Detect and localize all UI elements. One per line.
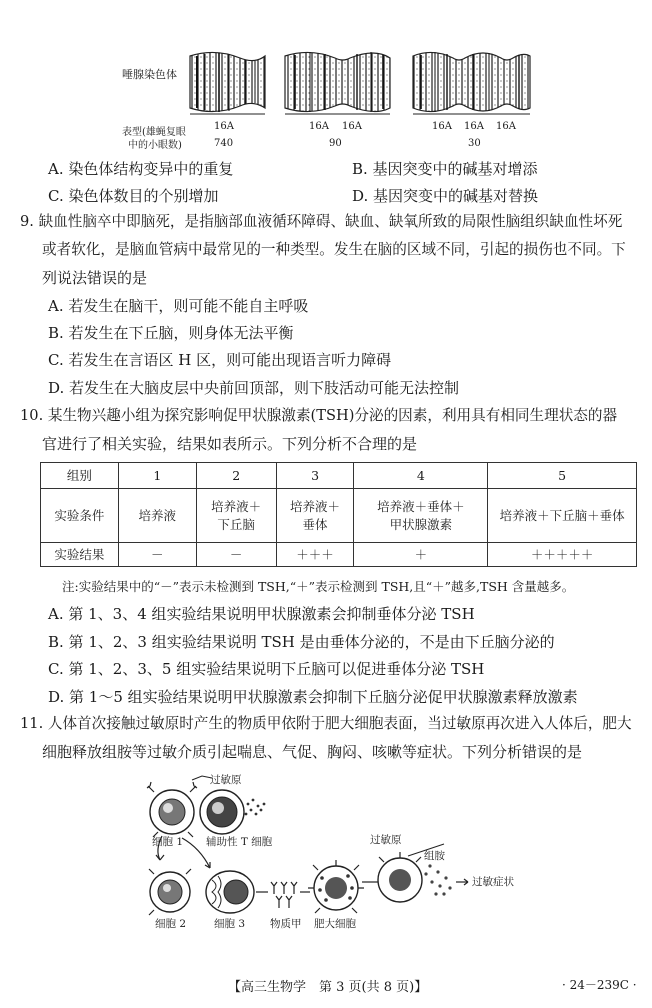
phenotype-label-line2: 中的小眼数) xyxy=(128,140,182,151)
chrom3-segment-b: 16A xyxy=(464,121,484,132)
chrom3-segment-a: 16A xyxy=(432,121,452,132)
phenotype-label-line1: 表型(雄蝇复眼 xyxy=(122,127,186,138)
q11-stem-line1: 11. 人体首次接触过敏原时产生的物质甲依附于肥大细胞表面，当过敏原再次进入人体后，肥大 xyxy=(20,715,632,732)
q10-option-d: D. 第 1～5 组实验结果说明甲状腺激素会抑制下丘脑分泌促甲状腺激素释放激素 xyxy=(48,688,578,706)
chrom1-segment: 16A xyxy=(214,121,234,132)
label-allergen-2: 过敏原 xyxy=(370,834,402,846)
header-group: 组别 xyxy=(41,463,119,489)
label-substance-a: 物质甲 xyxy=(270,918,302,930)
salivary-chromosome-figure xyxy=(185,48,535,116)
label-cell-1: 细胞 1 xyxy=(152,836,184,848)
q10-option-a: A. 第 1、3、4 组实验结果说明甲状腺激素会抑制垂体分泌 TSH xyxy=(48,605,475,623)
q10-option-c: C. 第 1、2、3、5 组实验结果说明下丘脑可以促进垂体分泌 TSH xyxy=(48,660,485,678)
q10-option-b: B. 第 1、2、3 组实验结果说明 TSH 是由垂体分泌的，不是由下丘脑分泌的 xyxy=(48,633,555,651)
chromosome-row-label: 唾腺染色体 xyxy=(122,68,177,81)
experiment-table xyxy=(40,462,637,567)
condition-2-line2: 下丘脑 xyxy=(217,516,255,532)
q11-stem-line2: 细胞释放组胺等过敏介质引起喘息、气促、胸闷、咳嗽等症状。下列分析错误的是 xyxy=(42,743,583,761)
label-allergy-symptom: 过敏症状 xyxy=(472,876,514,888)
cell-1-drawing xyxy=(147,782,197,837)
header-5: 5 xyxy=(488,463,637,489)
q9-stem-line2: 或者软化，是脑血管病中最常见的一种类型。发生在脑的区域不同，引起的损伤也不同。下 xyxy=(42,241,626,258)
table-condition-row xyxy=(41,489,637,543)
q8-option-a: A. 染色体结构变异中的重复 xyxy=(48,160,234,178)
cytokine-dots xyxy=(245,799,266,816)
q9-stem-line3: 列说法错误的是 xyxy=(42,269,148,287)
label-cell-3: 细胞 3 xyxy=(214,918,246,930)
chromosome-3 xyxy=(413,52,530,112)
chrom2-segment-a: 16A xyxy=(309,121,329,132)
label-histamine: 组胺 xyxy=(424,850,445,862)
label-mast-cell: 肥大细胞 xyxy=(314,918,356,930)
q9-option-a: A. 若发生在脑干，则可能不能自主呼吸 xyxy=(48,297,309,315)
label-helper-t-cell: 辅助性 T 细胞 xyxy=(206,836,273,848)
condition-4-line1: 培养液＋垂体＋ xyxy=(377,498,465,514)
q9-option-c: C. 若发生在言语区 H 区，则可能出现语言听力障碍 xyxy=(48,351,392,369)
condition-4-line2: 甲状腺激素 xyxy=(389,516,453,532)
condition-3-line1: 培养液＋ xyxy=(290,498,341,514)
label-cell-2: 细胞 2 xyxy=(155,918,187,930)
paper-code: · 24－239C · xyxy=(562,978,637,992)
result-label: 实验结果 xyxy=(41,543,119,567)
chrom1-eye-count: 740 xyxy=(214,138,234,149)
q8-option-d: D. 基因突变中的碱基对替换 xyxy=(352,187,539,205)
q10-stem-line1: 10. 某生物兴趣小组为探究影响促甲状腺激素(TSH)分泌的因素，利用具有相同生理状态的器 xyxy=(20,407,618,424)
condition-3 xyxy=(276,489,354,543)
chromosome-1 xyxy=(190,52,265,112)
q8-option-b: B. 基因突变中的碱基对增添 xyxy=(352,160,538,178)
allergen-pointer-1 xyxy=(192,776,212,780)
chrom3-segment-c: 16A xyxy=(496,121,516,132)
header-2: 2 xyxy=(196,463,276,489)
chrom2-segment-b: 16A xyxy=(342,121,362,132)
cell-2-drawing xyxy=(149,869,191,915)
table-note: 注:实验结果中的“－”表示未检测到 TSH,“＋”表示检测到 TSH,且“＋”越多,TSH 含量越多。 xyxy=(62,579,575,594)
substance-antibodies xyxy=(271,882,297,908)
q10-stem-line2: 官进行了相关实验，结果如表所示。下列分析不合理的是 xyxy=(42,435,418,453)
condition-1: 培养液 xyxy=(118,489,196,543)
result-5: ＋＋＋＋＋ xyxy=(488,543,637,567)
table-result-row xyxy=(41,543,637,567)
q9-option-b: B. 若发生在下丘脑，则身体无法平衡 xyxy=(48,324,294,342)
result-3: ＋＋＋ xyxy=(276,543,354,567)
condition-3-line2: 垂体 xyxy=(302,516,328,532)
header-4: 4 xyxy=(354,463,488,489)
chrom3-eye-count: 30 xyxy=(468,138,481,149)
label-allergen-1: 过敏原 xyxy=(210,774,242,786)
q8-option-c: C. 染色体数目的个别增加 xyxy=(48,187,219,205)
condition-label: 实验条件 xyxy=(41,489,119,543)
result-1: － xyxy=(118,543,196,567)
header-3: 3 xyxy=(276,463,354,489)
page-footer: 【高三生物学 第 3 页(共 8 页)】 xyxy=(228,980,428,995)
q9-stem-line1: 9. 缺血性脑卒中即脑死，是指脑部血液循环障碍、缺血、缺氧所致的局限性脑组织缺血性坏死 xyxy=(20,213,623,230)
condition-4 xyxy=(354,489,488,543)
mast-cell-drawing xyxy=(308,860,364,913)
header-1: 1 xyxy=(118,463,196,489)
allergy-mechanism-figure xyxy=(140,770,540,942)
condition-2-line1: 培养液＋ xyxy=(211,498,262,514)
chrom2-eye-count: 90 xyxy=(329,138,342,149)
result-4: ＋ xyxy=(354,543,488,567)
condition-5: 培养液＋下丘脑＋垂体 xyxy=(488,489,637,543)
result-2: － xyxy=(196,543,276,567)
table-header-row xyxy=(41,463,637,489)
chromosome-2 xyxy=(285,52,390,112)
condition-2 xyxy=(196,489,276,543)
helper-t-cell-drawing xyxy=(200,790,244,834)
q9-option-d: D. 若发生在大脑皮层中央前回顶部，则下肢活动可能无法控制 xyxy=(48,379,460,397)
cell-3-drawing xyxy=(206,871,254,913)
